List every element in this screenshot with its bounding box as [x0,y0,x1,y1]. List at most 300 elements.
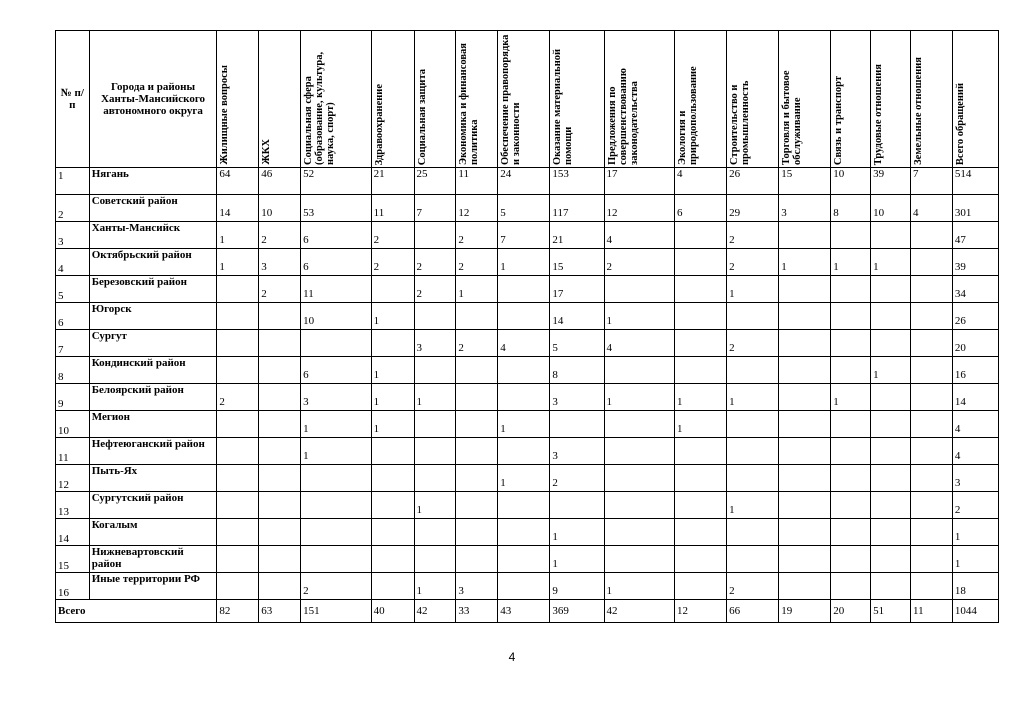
table-cell [779,330,831,357]
table-cell [779,465,831,492]
total-row [56,600,999,623]
total-cell: 151 [301,600,371,623]
table-cell: 10 [871,195,911,222]
table-row [56,195,999,222]
table-cell [675,573,727,600]
table-cell: 1 [456,276,498,303]
table-cell [831,222,871,249]
table-cell [871,492,911,519]
table-cell: 1 [550,546,604,573]
table-cell: 34 [952,276,998,303]
table-cell [831,330,871,357]
table-cell: 2 [301,573,371,600]
table-cell: 16 [952,357,998,384]
table-cell: 39 [952,249,998,276]
table-cell: 4 [675,168,727,195]
table-cell [456,492,498,519]
table-cell: 2 [456,249,498,276]
table-row [56,222,999,249]
table-cell: 514 [952,168,998,195]
region-name: Мегион [89,411,217,438]
table-cell [259,519,301,546]
table-cell [371,573,414,600]
table-cell [259,411,301,438]
table-cell: 1 [550,519,604,546]
table-cell [217,492,259,519]
header-column: Экономика и финансовая политика [456,31,498,168]
table-cell: 5 [498,195,550,222]
table-cell: 4 [952,438,998,465]
table-cell [910,546,952,573]
table-cell [871,411,911,438]
total-cell: 19 [779,600,831,623]
table-cell: 1 [871,249,911,276]
table-cell: 2 [727,573,779,600]
table-cell [779,573,831,600]
table-cell: 1 [727,276,779,303]
table-cell [675,330,727,357]
table-cell [259,573,301,600]
table-cell [910,411,952,438]
page-number: 4 [508,650,516,664]
table-cell: 1 [952,546,998,573]
table-cell: 3 [952,465,998,492]
region-name: Сургутский район [89,492,217,519]
table-cell: 1 [414,573,456,600]
row-number: 9 [56,384,90,411]
row-number: 11 [56,438,90,465]
table-body [56,168,999,623]
table-cell [604,438,674,465]
table-cell [217,276,259,303]
header-column: Предложения по совершенствованию законодательства [604,31,674,168]
table-cell: 1 [604,573,674,600]
appeals-table [55,30,999,623]
table-cell: 26 [727,168,779,195]
table-cell [456,519,498,546]
table-cell: 14 [550,303,604,330]
table-cell [910,249,952,276]
table-cell [414,519,456,546]
table-cell [779,438,831,465]
table-cell: 10 [259,195,301,222]
table-cell: 2 [456,222,498,249]
table-cell: 1 [414,492,456,519]
table-cell [779,276,831,303]
table-cell: 12 [604,195,674,222]
table-cell [259,357,301,384]
header-column: Жилищные вопросы [217,31,259,168]
region-name: Березовский район [89,276,217,303]
header-column: Экология и природопользование [675,31,727,168]
table-cell [259,330,301,357]
table-cell: 4 [604,222,674,249]
header-column: Земельные отношения [910,31,952,168]
table-cell [550,492,604,519]
region-name: Когалым [89,519,217,546]
total-cell: 42 [604,600,674,623]
table-cell [498,546,550,573]
table-cell [675,438,727,465]
total-cell: 12 [675,600,727,623]
table-row [56,384,999,411]
table-cell [456,384,498,411]
table-cell [910,303,952,330]
table-cell: 11 [301,276,371,303]
table-cell [779,519,831,546]
table-cell: 7 [414,195,456,222]
table-cell: 1 [831,384,871,411]
table-cell [414,222,456,249]
total-cell: 66 [727,600,779,623]
table-cell [217,546,259,573]
row-number: 13 [56,492,90,519]
table-cell [414,438,456,465]
region-name: Октябрьский район [89,249,217,276]
table-cell: 2 [727,249,779,276]
table-cell [217,330,259,357]
table-cell [259,546,301,573]
table-cell [910,276,952,303]
table-cell [301,519,371,546]
table-cell [779,303,831,330]
table-row [56,519,999,546]
table-cell [498,492,550,519]
total-cell: 42 [414,600,456,623]
table-cell [910,573,952,600]
row-number: 1 [56,168,90,195]
table-cell: 5 [550,330,604,357]
total-cell: 51 [871,600,911,623]
table-cell [910,384,952,411]
table-cell: 17 [550,276,604,303]
table-cell: 4 [910,195,952,222]
table-cell [871,384,911,411]
table-cell: 2 [371,249,414,276]
table-cell [604,492,674,519]
table-cell [217,519,259,546]
table-cell [456,438,498,465]
table-cell: 21 [371,168,414,195]
total-cell: 33 [456,600,498,623]
table-cell [301,465,371,492]
table-cell: 1 [871,357,911,384]
table-cell [301,546,371,573]
table-cell [727,546,779,573]
table-cell [831,357,871,384]
table-cell: 20 [952,330,998,357]
table-row [56,357,999,384]
table-cell [675,303,727,330]
table-cell: 52 [301,168,371,195]
table-cell [831,438,871,465]
table-cell [831,492,871,519]
table-cell [675,249,727,276]
row-number: 16 [56,573,90,600]
table-cell: 2 [414,249,456,276]
table-cell [604,519,674,546]
table-cell: 17 [604,168,674,195]
table-cell: 3 [550,384,604,411]
table-cell [831,546,871,573]
table-cell: 2 [371,222,414,249]
table-cell [414,546,456,573]
table-row [56,465,999,492]
table-cell [604,357,674,384]
table-cell: 4 [498,330,550,357]
table-cell [910,519,952,546]
table-cell [727,465,779,492]
header-column: Всего обращений [952,31,998,168]
total-cell: 20 [831,600,871,623]
table-cell: 18 [952,573,998,600]
table-cell: 1 [371,303,414,330]
table-cell: 2 [259,276,301,303]
table-cell [217,438,259,465]
table-cell [371,546,414,573]
table-cell: 14 [217,195,259,222]
total-cell: 1044 [952,600,998,623]
header-row [56,31,999,168]
table-cell [301,330,371,357]
region-name: Иные территории РФ [89,573,217,600]
table-cell [675,519,727,546]
table-cell [217,465,259,492]
total-label: Всего [56,600,217,623]
table-cell: 7 [910,168,952,195]
table-row [56,492,999,519]
header-column: Оказание материальной помощи [550,31,604,168]
table-cell [871,519,911,546]
table-cell [414,357,456,384]
table-cell: 1 [301,411,371,438]
table-row [56,303,999,330]
table-row [56,438,999,465]
table-cell [871,573,911,600]
region-name: Кондинский район [89,357,217,384]
table-cell [217,573,259,600]
table-cell [456,465,498,492]
table-cell [779,384,831,411]
table-cell [871,546,911,573]
table-cell: 15 [779,168,831,195]
region-name: Югорск [89,303,217,330]
header-column: Социальная сфера (образование, культура, наука, спорт) [301,31,371,168]
table-cell [871,276,911,303]
table-cell: 8 [831,195,871,222]
table-cell [910,492,952,519]
table-cell [414,465,456,492]
table-cell: 1 [779,249,831,276]
table-cell [675,546,727,573]
table-cell: 8 [550,357,604,384]
header-column: Обеспечение правопорядка и законности [498,31,550,168]
table-cell: 1 [675,411,727,438]
table-cell [259,465,301,492]
table-cell [604,546,674,573]
table-cell: 1 [604,384,674,411]
header-column: Строительство и промышленность [727,31,779,168]
table-cell [498,573,550,600]
table-cell [414,303,456,330]
header-column: Здравоохранение [371,31,414,168]
row-number: 8 [56,357,90,384]
table-row [56,276,999,303]
table-cell: 2 [550,465,604,492]
table-cell [371,492,414,519]
table-cell: 1 [727,384,779,411]
table-row [56,330,999,357]
table-cell: 3 [456,573,498,600]
table-cell [371,438,414,465]
table-cell [779,411,831,438]
row-number: 10 [56,411,90,438]
table-cell: 1 [371,411,414,438]
table-cell [910,357,952,384]
table-cell: 39 [871,168,911,195]
table-cell [550,411,604,438]
table-cell: 1 [217,222,259,249]
row-number: 3 [56,222,90,249]
table-cell [604,411,674,438]
table-cell [217,411,259,438]
table-cell [831,411,871,438]
table-cell: 1 [498,411,550,438]
table-cell: 1 [301,438,371,465]
table-cell: 10 [301,303,371,330]
table-cell [779,357,831,384]
table-cell [371,330,414,357]
row-number: 7 [56,330,90,357]
table-row [56,573,999,600]
table-cell [675,276,727,303]
table-cell [910,438,952,465]
table-cell: 4 [604,330,674,357]
table-cell: 301 [952,195,998,222]
table-cell [831,519,871,546]
table-cell [371,519,414,546]
table-cell: 14 [952,384,998,411]
table-cell [604,465,674,492]
table-cell: 1 [371,357,414,384]
table-cell [831,303,871,330]
header-column: Связь и транспорт [831,31,871,168]
table-cell [498,303,550,330]
table-cell: 2 [217,384,259,411]
table-cell: 1 [217,249,259,276]
table-cell: 117 [550,195,604,222]
table-cell: 11 [371,195,414,222]
region-name: Ханты-Мансийск [89,222,217,249]
table-cell: 3 [301,384,371,411]
row-number: 12 [56,465,90,492]
table-cell [871,303,911,330]
table-cell [259,303,301,330]
table-cell: 47 [952,222,998,249]
table-cell: 10 [831,168,871,195]
table-cell [727,438,779,465]
table-cell: 53 [301,195,371,222]
table-cell [301,492,371,519]
table-cell: 26 [952,303,998,330]
table-cell: 24 [498,168,550,195]
table-cell [779,492,831,519]
total-cell: 63 [259,600,301,623]
table-cell: 3 [550,438,604,465]
table-cell [871,222,911,249]
table-cell [871,438,911,465]
table-cell: 7 [498,222,550,249]
table-cell: 1 [414,384,456,411]
region-name: Нижневартовский район [89,546,217,573]
total-cell: 82 [217,600,259,623]
table-cell [831,573,871,600]
header-column: Трудовые отношения [871,31,911,168]
region-name: Нягань [89,168,217,195]
table-row [56,249,999,276]
table-cell: 1 [831,249,871,276]
table-cell: 1 [604,303,674,330]
table-cell: 6 [301,222,371,249]
table-cell [604,276,674,303]
table-cell: 1 [371,384,414,411]
table-cell [456,411,498,438]
row-number: 14 [56,519,90,546]
table-cell [727,411,779,438]
table-cell [675,357,727,384]
table-cell: 46 [259,168,301,195]
table-cell [371,276,414,303]
table-cell [727,357,779,384]
table-cell: 2 [604,249,674,276]
table-cell: 2 [259,222,301,249]
table-cell: 21 [550,222,604,249]
table-cell: 2 [456,330,498,357]
row-number: 4 [56,249,90,276]
region-name: Сургут [89,330,217,357]
table-cell [498,519,550,546]
table-cell: 1 [727,492,779,519]
table-cell [259,438,301,465]
table-cell [498,276,550,303]
table-cell: 3 [779,195,831,222]
table-cell [371,465,414,492]
table-cell [910,330,952,357]
table-cell: 29 [727,195,779,222]
table-row [56,168,999,195]
table-cell [259,492,301,519]
table-cell: 15 [550,249,604,276]
table-cell [779,546,831,573]
table-cell [871,465,911,492]
region-name: Белоярский район [89,384,217,411]
table-cell: 1 [675,384,727,411]
table-cell: 11 [456,168,498,195]
table-cell [498,384,550,411]
table-row [56,411,999,438]
table-cell [831,465,871,492]
table-cell [910,465,952,492]
table-cell: 9 [550,573,604,600]
table-cell [675,492,727,519]
table-cell: 64 [217,168,259,195]
table-cell: 1 [498,249,550,276]
table-cell [871,330,911,357]
row-number: 5 [56,276,90,303]
header-number: № п/п [56,31,90,168]
table-cell: 4 [952,411,998,438]
table-cell [675,222,727,249]
